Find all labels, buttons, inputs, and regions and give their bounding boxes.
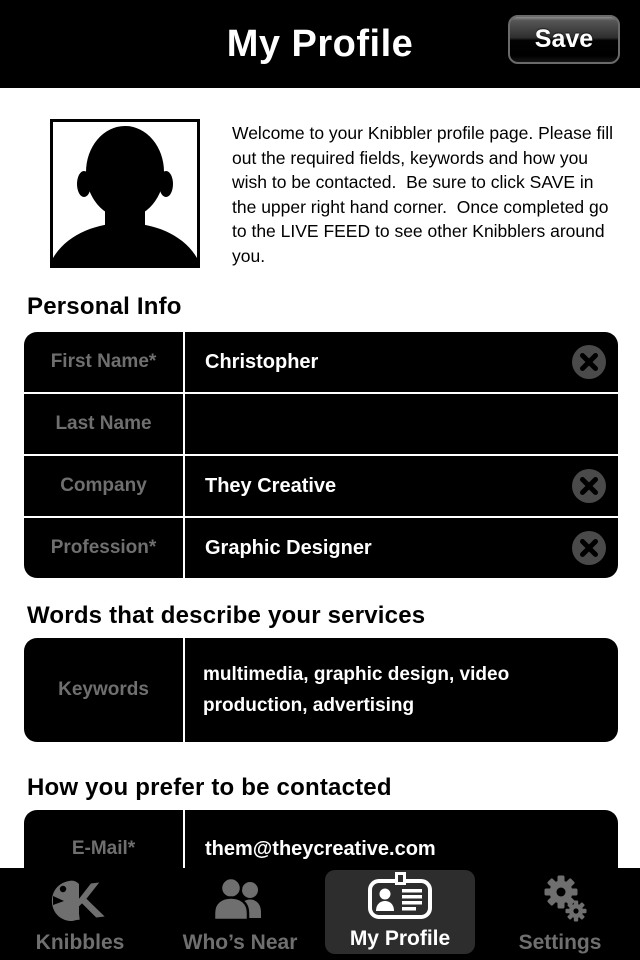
keywords-label: Keywords [24,638,183,742]
first-name-value: Christopher [205,350,319,373]
tab-settings[interactable] [480,868,640,960]
welcome-text: Welcome to your Knibbler profile page. Please fill out the required fields, keywords and how you wish to be contacted. Be sure to click SAVE in the upper right hand corner. Once completed go to the LIVE FEED to see other Knibblers around you. [232,123,618,266]
contact-table [24,810,618,868]
clear-x-icon [572,345,606,379]
tab-knibbles[interactable] [0,868,160,960]
profession-field[interactable] [185,518,618,578]
svg-text:K: K [63,876,107,924]
section-heading-personal-info: Personal Info [27,293,182,320]
section-heading-contact: How you prefer to be contacted [27,774,392,801]
clear-first-name-button[interactable] [572,345,606,379]
profession-label: Profession* [24,518,183,578]
company-field[interactable] [185,456,618,516]
tab-bar [0,868,640,960]
page-title: My Profile [226,22,414,65]
last-name-label: Last Name [24,394,183,454]
nav-bar [0,0,640,88]
email-field[interactable] [185,810,618,868]
personal-info-table [24,332,618,578]
tab-label: My Profile [349,927,451,950]
first-name-label: First Name* [24,332,183,392]
keywords-value: multimedia, graphic design, video production, advertising [203,664,510,716]
company-value: They Creative [205,474,337,497]
tab-label: Who’s Near [182,931,298,954]
section-heading-keywords: Words that describe your services [27,602,426,629]
save-button[interactable]: Save [508,15,620,64]
keywords-table [24,638,618,742]
profile-content [0,88,640,868]
email-label: E-Mail* [24,810,183,868]
profession-value: Graphic Designer [205,536,372,559]
keywords-field[interactable] [185,638,618,742]
tab-whos-near[interactable] [160,868,320,960]
profile-id-card-icon [366,870,434,926]
whos-near-people-icon [212,876,268,930]
tab-label: Knibbles [35,931,125,954]
first-name-field[interactable] [185,332,618,392]
knibbles-fish-icon [49,876,111,930]
tab-label: Settings [518,931,602,954]
tab-my-profile[interactable] [325,870,475,954]
clear-x-icon [572,531,606,565]
company-label: Company [24,456,183,516]
person-silhouette-icon [53,122,197,265]
email-value: them@theycreative.com [205,837,436,860]
clear-x-icon [572,469,606,503]
profile-photo[interactable] [50,119,200,268]
clear-company-button[interactable] [572,469,606,503]
clear-profession-button[interactable] [572,531,606,565]
settings-gears-icon [531,874,589,930]
last-name-field[interactable] [185,394,618,454]
